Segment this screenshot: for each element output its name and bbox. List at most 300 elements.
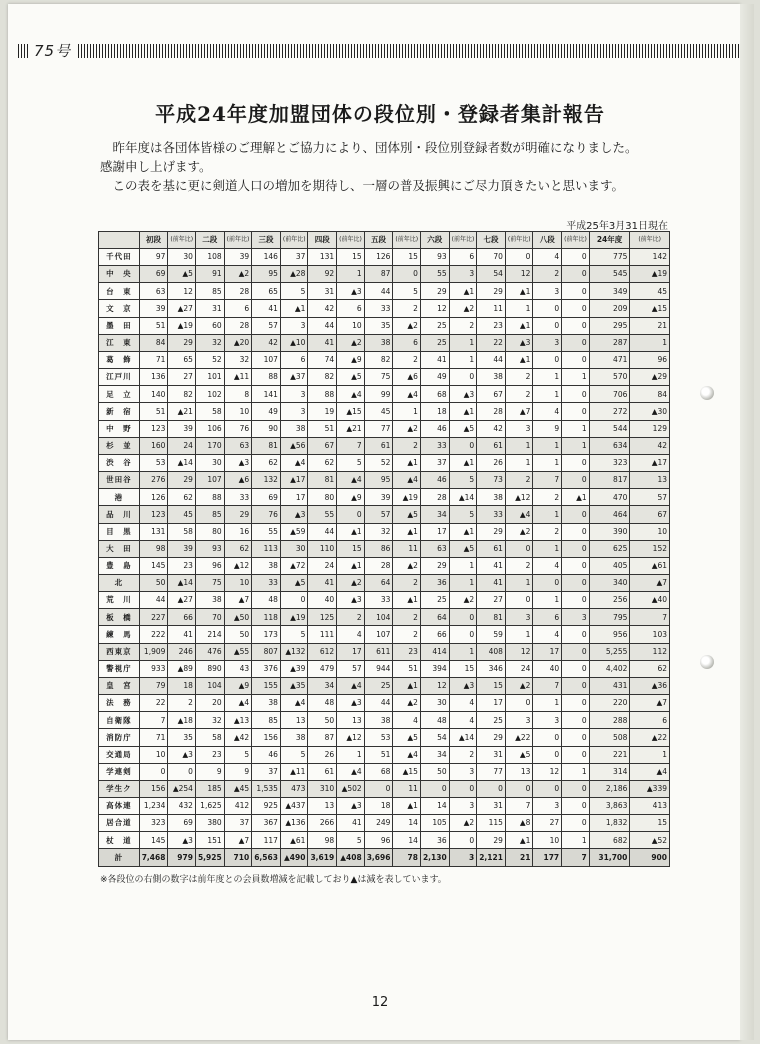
- column-header: 七段: [477, 232, 506, 249]
- count-cell: 91: [195, 266, 224, 283]
- count-cell: 71: [139, 351, 168, 368]
- column-header: (前年比): [393, 232, 421, 249]
- count-cell: 35: [364, 317, 393, 334]
- change-cell: ▲4: [337, 677, 365, 694]
- count-cell: 4: [533, 626, 562, 643]
- change-cell: 35: [168, 729, 196, 746]
- organization-name: 中 央: [99, 266, 140, 283]
- organization-name: 高体連: [99, 798, 140, 815]
- change-cell: 62: [168, 489, 196, 506]
- count-cell: 19: [308, 403, 337, 420]
- change-cell: ▲3: [337, 592, 365, 609]
- change-cell: 0: [562, 746, 590, 763]
- change-cell: ▲2: [393, 557, 421, 574]
- change-cell: 3: [280, 403, 308, 420]
- change-cell: 18: [168, 677, 196, 694]
- count-cell: 249: [364, 815, 393, 832]
- column-header: 二段: [195, 232, 224, 249]
- count-cell: 51: [364, 746, 393, 763]
- count-cell: 63: [420, 540, 449, 557]
- table-row: [99, 249, 670, 266]
- count-cell: 9: [195, 763, 224, 780]
- count-cell: 58: [195, 729, 224, 746]
- change-cell: ▲5: [449, 420, 477, 437]
- count-cell: 145: [139, 557, 168, 574]
- change-cell: 0: [562, 300, 590, 317]
- count-cell: 67: [308, 437, 337, 454]
- count-cell: 18: [364, 798, 393, 815]
- count-cell: 68: [364, 763, 393, 780]
- change-cell: 42: [630, 437, 670, 454]
- change-cell: ▲3: [449, 386, 477, 403]
- change-cell: ▲11: [224, 369, 252, 386]
- count-cell: 52: [364, 454, 393, 471]
- count-cell: 376: [252, 660, 281, 677]
- change-cell: ▲61: [630, 557, 670, 574]
- change-cell: 0: [562, 472, 590, 489]
- change-cell: 9: [224, 763, 252, 780]
- change-cell: 0: [562, 626, 590, 643]
- change-cell: ▲1: [337, 523, 365, 540]
- count-cell: 55: [252, 523, 281, 540]
- organization-name: 杖 道: [99, 832, 140, 849]
- count-cell: 2,121: [477, 849, 506, 867]
- count-cell: 60: [195, 317, 224, 334]
- count-cell: 50: [420, 763, 449, 780]
- count-cell: 706: [589, 386, 630, 403]
- change-cell: 0: [562, 729, 590, 746]
- table-row: [99, 403, 670, 420]
- change-cell: 5: [280, 283, 308, 300]
- change-cell: 0: [280, 592, 308, 609]
- change-cell: ▲9: [224, 677, 252, 694]
- count-cell: 682: [589, 832, 630, 849]
- count-cell: 110: [308, 540, 337, 557]
- count-cell: 75: [364, 369, 393, 386]
- count-cell: 471: [589, 351, 630, 368]
- count-cell: 0: [533, 746, 562, 763]
- count-cell: 0: [533, 351, 562, 368]
- change-cell: ▲72: [280, 557, 308, 574]
- count-cell: 612: [308, 643, 337, 660]
- count-cell: 38: [252, 557, 281, 574]
- column-header: (前年比): [630, 232, 670, 249]
- change-cell: ▲39: [280, 660, 308, 677]
- change-cell: ▲12: [337, 729, 365, 746]
- change-cell: 4: [337, 626, 365, 643]
- table-row: [99, 523, 670, 540]
- change-cell: 41: [337, 815, 365, 832]
- count-cell: 155: [252, 677, 281, 694]
- count-cell: 156: [252, 729, 281, 746]
- as-of-date: 平成25年3月31日現在: [566, 221, 668, 232]
- change-cell: 24: [168, 437, 196, 454]
- change-cell: 0: [562, 643, 590, 660]
- change-cell: 3: [562, 609, 590, 626]
- column-header: (前年比): [280, 232, 308, 249]
- change-cell: 2: [393, 609, 421, 626]
- count-cell: 70: [477, 249, 506, 266]
- change-cell: ▲4: [280, 695, 308, 712]
- column-header: 四段: [308, 232, 337, 249]
- change-cell: 6: [393, 334, 421, 351]
- count-cell: 104: [195, 677, 224, 694]
- count-cell: 4: [533, 403, 562, 420]
- change-cell: 17: [337, 643, 365, 660]
- count-cell: 276: [139, 472, 168, 489]
- organization-name: 学生ク: [99, 780, 140, 797]
- count-cell: 10: [533, 832, 562, 849]
- count-cell: 287: [589, 334, 630, 351]
- column-header: (前年比): [505, 232, 533, 249]
- column-header: (前年比): [224, 232, 252, 249]
- count-cell: 890: [195, 660, 224, 677]
- change-cell: 30: [280, 540, 308, 557]
- count-cell: 29: [420, 557, 449, 574]
- change-cell: ▲3: [337, 695, 365, 712]
- count-cell: 81: [308, 472, 337, 489]
- organization-name: 大 田: [99, 540, 140, 557]
- count-cell: 34: [308, 677, 337, 694]
- change-cell: ▲9: [337, 489, 365, 506]
- change-cell: ▲52: [630, 832, 670, 849]
- count-cell: 82: [364, 351, 393, 368]
- count-cell: 2,186: [589, 780, 630, 797]
- change-cell: 473: [280, 780, 308, 797]
- change-cell: 0: [505, 540, 533, 557]
- count-cell: 42: [477, 420, 506, 437]
- change-cell: ▲5: [449, 540, 477, 557]
- change-cell: 0: [562, 540, 590, 557]
- change-cell: ▲9: [337, 351, 365, 368]
- change-cell: 15: [337, 249, 365, 266]
- change-cell: 3: [449, 798, 477, 815]
- change-cell: 2: [449, 317, 477, 334]
- change-cell: ▲4: [337, 763, 365, 780]
- change-cell: 0: [562, 798, 590, 815]
- change-cell: 1: [505, 454, 533, 471]
- organization-name: 葛 飾: [99, 351, 140, 368]
- change-cell: 0: [562, 506, 590, 523]
- count-cell: 611: [364, 643, 393, 660]
- count-cell: 1,535: [252, 780, 281, 797]
- count-cell: 108: [195, 249, 224, 266]
- change-cell: 1: [505, 300, 533, 317]
- change-cell: 0: [562, 557, 590, 574]
- change-cell: 0: [562, 317, 590, 334]
- count-cell: 117: [252, 832, 281, 849]
- organization-name: 皇 宮: [99, 677, 140, 694]
- count-cell: 97: [139, 249, 168, 266]
- count-cell: 23: [195, 746, 224, 763]
- count-cell: 42: [308, 300, 337, 317]
- change-cell: 7: [562, 849, 590, 867]
- count-cell: 795: [589, 609, 630, 626]
- change-cell: 1: [562, 832, 590, 849]
- count-cell: 25: [420, 334, 449, 351]
- count-cell: 209: [589, 300, 630, 317]
- count-cell: 53: [364, 729, 393, 746]
- change-cell: ▲14: [168, 574, 196, 591]
- count-cell: 38: [195, 592, 224, 609]
- count-cell: 88: [195, 489, 224, 506]
- change-cell: ▲339: [630, 780, 670, 797]
- count-cell: 160: [139, 437, 168, 454]
- count-cell: 34: [420, 506, 449, 523]
- punch-hole-top: [700, 386, 714, 400]
- count-cell: 141: [252, 386, 281, 403]
- count-cell: 61: [477, 540, 506, 557]
- count-cell: 33: [420, 437, 449, 454]
- change-cell: ▲4: [280, 454, 308, 471]
- table-row: [99, 334, 670, 351]
- count-cell: 30: [195, 454, 224, 471]
- count-cell: 79: [139, 677, 168, 694]
- count-cell: 105: [420, 815, 449, 832]
- table-row: [99, 540, 670, 557]
- count-cell: 32: [195, 334, 224, 351]
- count-cell: 33: [477, 506, 506, 523]
- count-cell: 933: [139, 660, 168, 677]
- count-cell: 131: [308, 249, 337, 266]
- change-cell: ▲37: [280, 369, 308, 386]
- change-cell: 8: [224, 386, 252, 403]
- change-cell: ▲27: [168, 300, 196, 317]
- count-cell: 31,700: [589, 849, 630, 867]
- count-cell: 634: [589, 437, 630, 454]
- count-cell: 34: [420, 746, 449, 763]
- count-cell: 0: [533, 317, 562, 334]
- change-cell: 78: [393, 849, 421, 867]
- count-cell: 12: [533, 763, 562, 780]
- organization-name: 西東京: [99, 643, 140, 660]
- count-cell: 113: [252, 540, 281, 557]
- change-cell: 0: [562, 249, 590, 266]
- change-cell: 29: [224, 506, 252, 523]
- count-cell: 1: [533, 506, 562, 523]
- change-cell: 37: [280, 249, 308, 266]
- change-cell: ▲408: [337, 849, 365, 867]
- change-cell: ▲7: [630, 574, 670, 591]
- table-header-row: [99, 232, 670, 249]
- count-cell: 46: [420, 420, 449, 437]
- table-row: [99, 763, 670, 780]
- table-row: [99, 317, 670, 334]
- change-cell: ▲3: [168, 746, 196, 763]
- count-cell: 106: [195, 420, 224, 437]
- count-cell: 61: [477, 437, 506, 454]
- organization-name: 江戸川: [99, 369, 140, 386]
- count-cell: 431: [589, 677, 630, 694]
- organization-name: 中 野: [99, 420, 140, 437]
- change-cell: 10: [224, 574, 252, 591]
- change-cell: ▲19: [280, 609, 308, 626]
- count-cell: 323: [589, 454, 630, 471]
- count-cell: 38: [252, 695, 281, 712]
- change-cell: 0: [449, 832, 477, 849]
- issue-number: 75号: [28, 41, 77, 61]
- change-cell: ▲2: [505, 677, 533, 694]
- page-edge: [740, 4, 754, 1040]
- count-cell: 545: [589, 266, 630, 283]
- count-cell: 544: [589, 420, 630, 437]
- count-cell: 2: [533, 266, 562, 283]
- change-cell: 66: [168, 609, 196, 626]
- organization-name: 学連剣: [99, 763, 140, 780]
- count-cell: 3: [533, 798, 562, 815]
- change-cell: 0: [505, 695, 533, 712]
- change-cell: 3: [280, 386, 308, 403]
- change-cell: 17: [280, 489, 308, 506]
- count-cell: 41: [477, 574, 506, 591]
- count-cell: 107: [195, 472, 224, 489]
- count-cell: 31: [308, 283, 337, 300]
- change-cell: 30: [168, 249, 196, 266]
- change-cell: ▲4: [393, 472, 421, 489]
- count-cell: 58: [195, 403, 224, 420]
- column-header: 五段: [364, 232, 393, 249]
- count-cell: 74: [308, 351, 337, 368]
- count-cell: 367: [252, 815, 281, 832]
- count-cell: 32: [195, 712, 224, 729]
- organization-name: 自衛隊: [99, 712, 140, 729]
- count-cell: 99: [364, 386, 393, 403]
- change-cell: 45: [168, 506, 196, 523]
- change-cell: 62: [630, 660, 670, 677]
- change-cell: 112: [630, 643, 670, 660]
- count-cell: 70: [195, 609, 224, 626]
- change-cell: ▲3: [224, 454, 252, 471]
- count-cell: 185: [195, 780, 224, 797]
- change-cell: ▲20: [224, 334, 252, 351]
- change-cell: 0: [562, 695, 590, 712]
- count-cell: 346: [477, 660, 506, 677]
- change-cell: ▲2: [337, 334, 365, 351]
- change-cell: 6: [449, 249, 477, 266]
- table-row: [99, 300, 670, 317]
- change-cell: 6: [280, 351, 308, 368]
- count-cell: 28: [364, 557, 393, 574]
- table-row: [99, 746, 670, 763]
- organization-name: 港: [99, 489, 140, 506]
- change-cell: ▲29: [630, 369, 670, 386]
- count-cell: 288: [589, 712, 630, 729]
- count-cell: 3,863: [589, 798, 630, 815]
- count-cell: 107: [364, 626, 393, 643]
- count-cell: 22: [139, 695, 168, 712]
- change-cell: ▲27: [168, 592, 196, 609]
- change-cell: 3: [505, 609, 533, 626]
- change-cell: ▲2: [393, 695, 421, 712]
- change-cell: 1: [449, 334, 477, 351]
- change-cell: 1: [562, 420, 590, 437]
- count-cell: 87: [364, 266, 393, 283]
- change-cell: ▲4: [393, 386, 421, 403]
- change-cell: 76: [224, 420, 252, 437]
- change-cell: 4: [393, 712, 421, 729]
- change-cell: 1: [393, 403, 421, 420]
- change-cell: 432: [168, 798, 196, 815]
- change-cell: ▲7: [224, 832, 252, 849]
- change-cell: 0: [562, 780, 590, 797]
- change-cell: 246: [168, 643, 196, 660]
- count-cell: 102: [195, 386, 224, 403]
- column-header: (前年比): [168, 232, 196, 249]
- change-cell: 16: [224, 523, 252, 540]
- count-cell: 177: [533, 849, 562, 867]
- change-cell: 0: [562, 592, 590, 609]
- change-cell: ▲1: [505, 351, 533, 368]
- organization-name: 江 東: [99, 334, 140, 351]
- change-cell: ▲5: [280, 574, 308, 591]
- table-row: [99, 574, 670, 591]
- count-cell: 2: [533, 523, 562, 540]
- change-cell: ▲132: [280, 643, 308, 660]
- change-cell: 11: [393, 540, 421, 557]
- count-cell: 95: [364, 472, 393, 489]
- change-cell: ▲36: [630, 677, 670, 694]
- count-cell: 86: [364, 540, 393, 557]
- table-row: [99, 592, 670, 609]
- change-cell: 29: [168, 472, 196, 489]
- count-cell: 807: [252, 643, 281, 660]
- count-cell: 57: [252, 317, 281, 334]
- count-cell: 59: [477, 626, 506, 643]
- count-cell: 40: [308, 592, 337, 609]
- count-cell: 12: [420, 300, 449, 317]
- change-cell: ▲1: [449, 283, 477, 300]
- change-cell: 41: [168, 626, 196, 643]
- change-cell: 129: [630, 420, 670, 437]
- count-cell: 1,234: [139, 798, 168, 815]
- count-cell: 136: [139, 369, 168, 386]
- change-cell: 12: [168, 283, 196, 300]
- table-row: [99, 798, 670, 815]
- change-cell: 13: [505, 763, 533, 780]
- count-cell: 73: [477, 472, 506, 489]
- count-cell: 57: [364, 506, 393, 523]
- count-cell: 20: [195, 695, 224, 712]
- count-cell: 85: [195, 506, 224, 523]
- count-cell: 92: [308, 266, 337, 283]
- count-cell: 62: [252, 454, 281, 471]
- table-row: [99, 643, 670, 660]
- count-cell: 28: [420, 489, 449, 506]
- count-cell: 24: [308, 557, 337, 574]
- count-cell: 69: [139, 266, 168, 283]
- count-cell: 71: [139, 729, 168, 746]
- change-cell: 43: [224, 660, 252, 677]
- change-cell: ▲4: [337, 386, 365, 403]
- count-cell: 77: [477, 763, 506, 780]
- change-cell: ▲19: [168, 317, 196, 334]
- count-cell: 25: [477, 712, 506, 729]
- count-cell: 51: [308, 420, 337, 437]
- change-cell: 0: [449, 609, 477, 626]
- change-cell: 3: [505, 420, 533, 437]
- change-cell: 1: [505, 574, 533, 591]
- change-cell: 2: [337, 609, 365, 626]
- count-cell: 380: [195, 815, 224, 832]
- change-cell: 0: [562, 334, 590, 351]
- organization-name: 台 東: [99, 283, 140, 300]
- count-cell: 125: [308, 609, 337, 626]
- change-cell: ▲3: [280, 506, 308, 523]
- count-cell: 32: [364, 523, 393, 540]
- change-cell: 1: [562, 763, 590, 780]
- change-cell: ▲1: [505, 317, 533, 334]
- count-cell: 55: [420, 266, 449, 283]
